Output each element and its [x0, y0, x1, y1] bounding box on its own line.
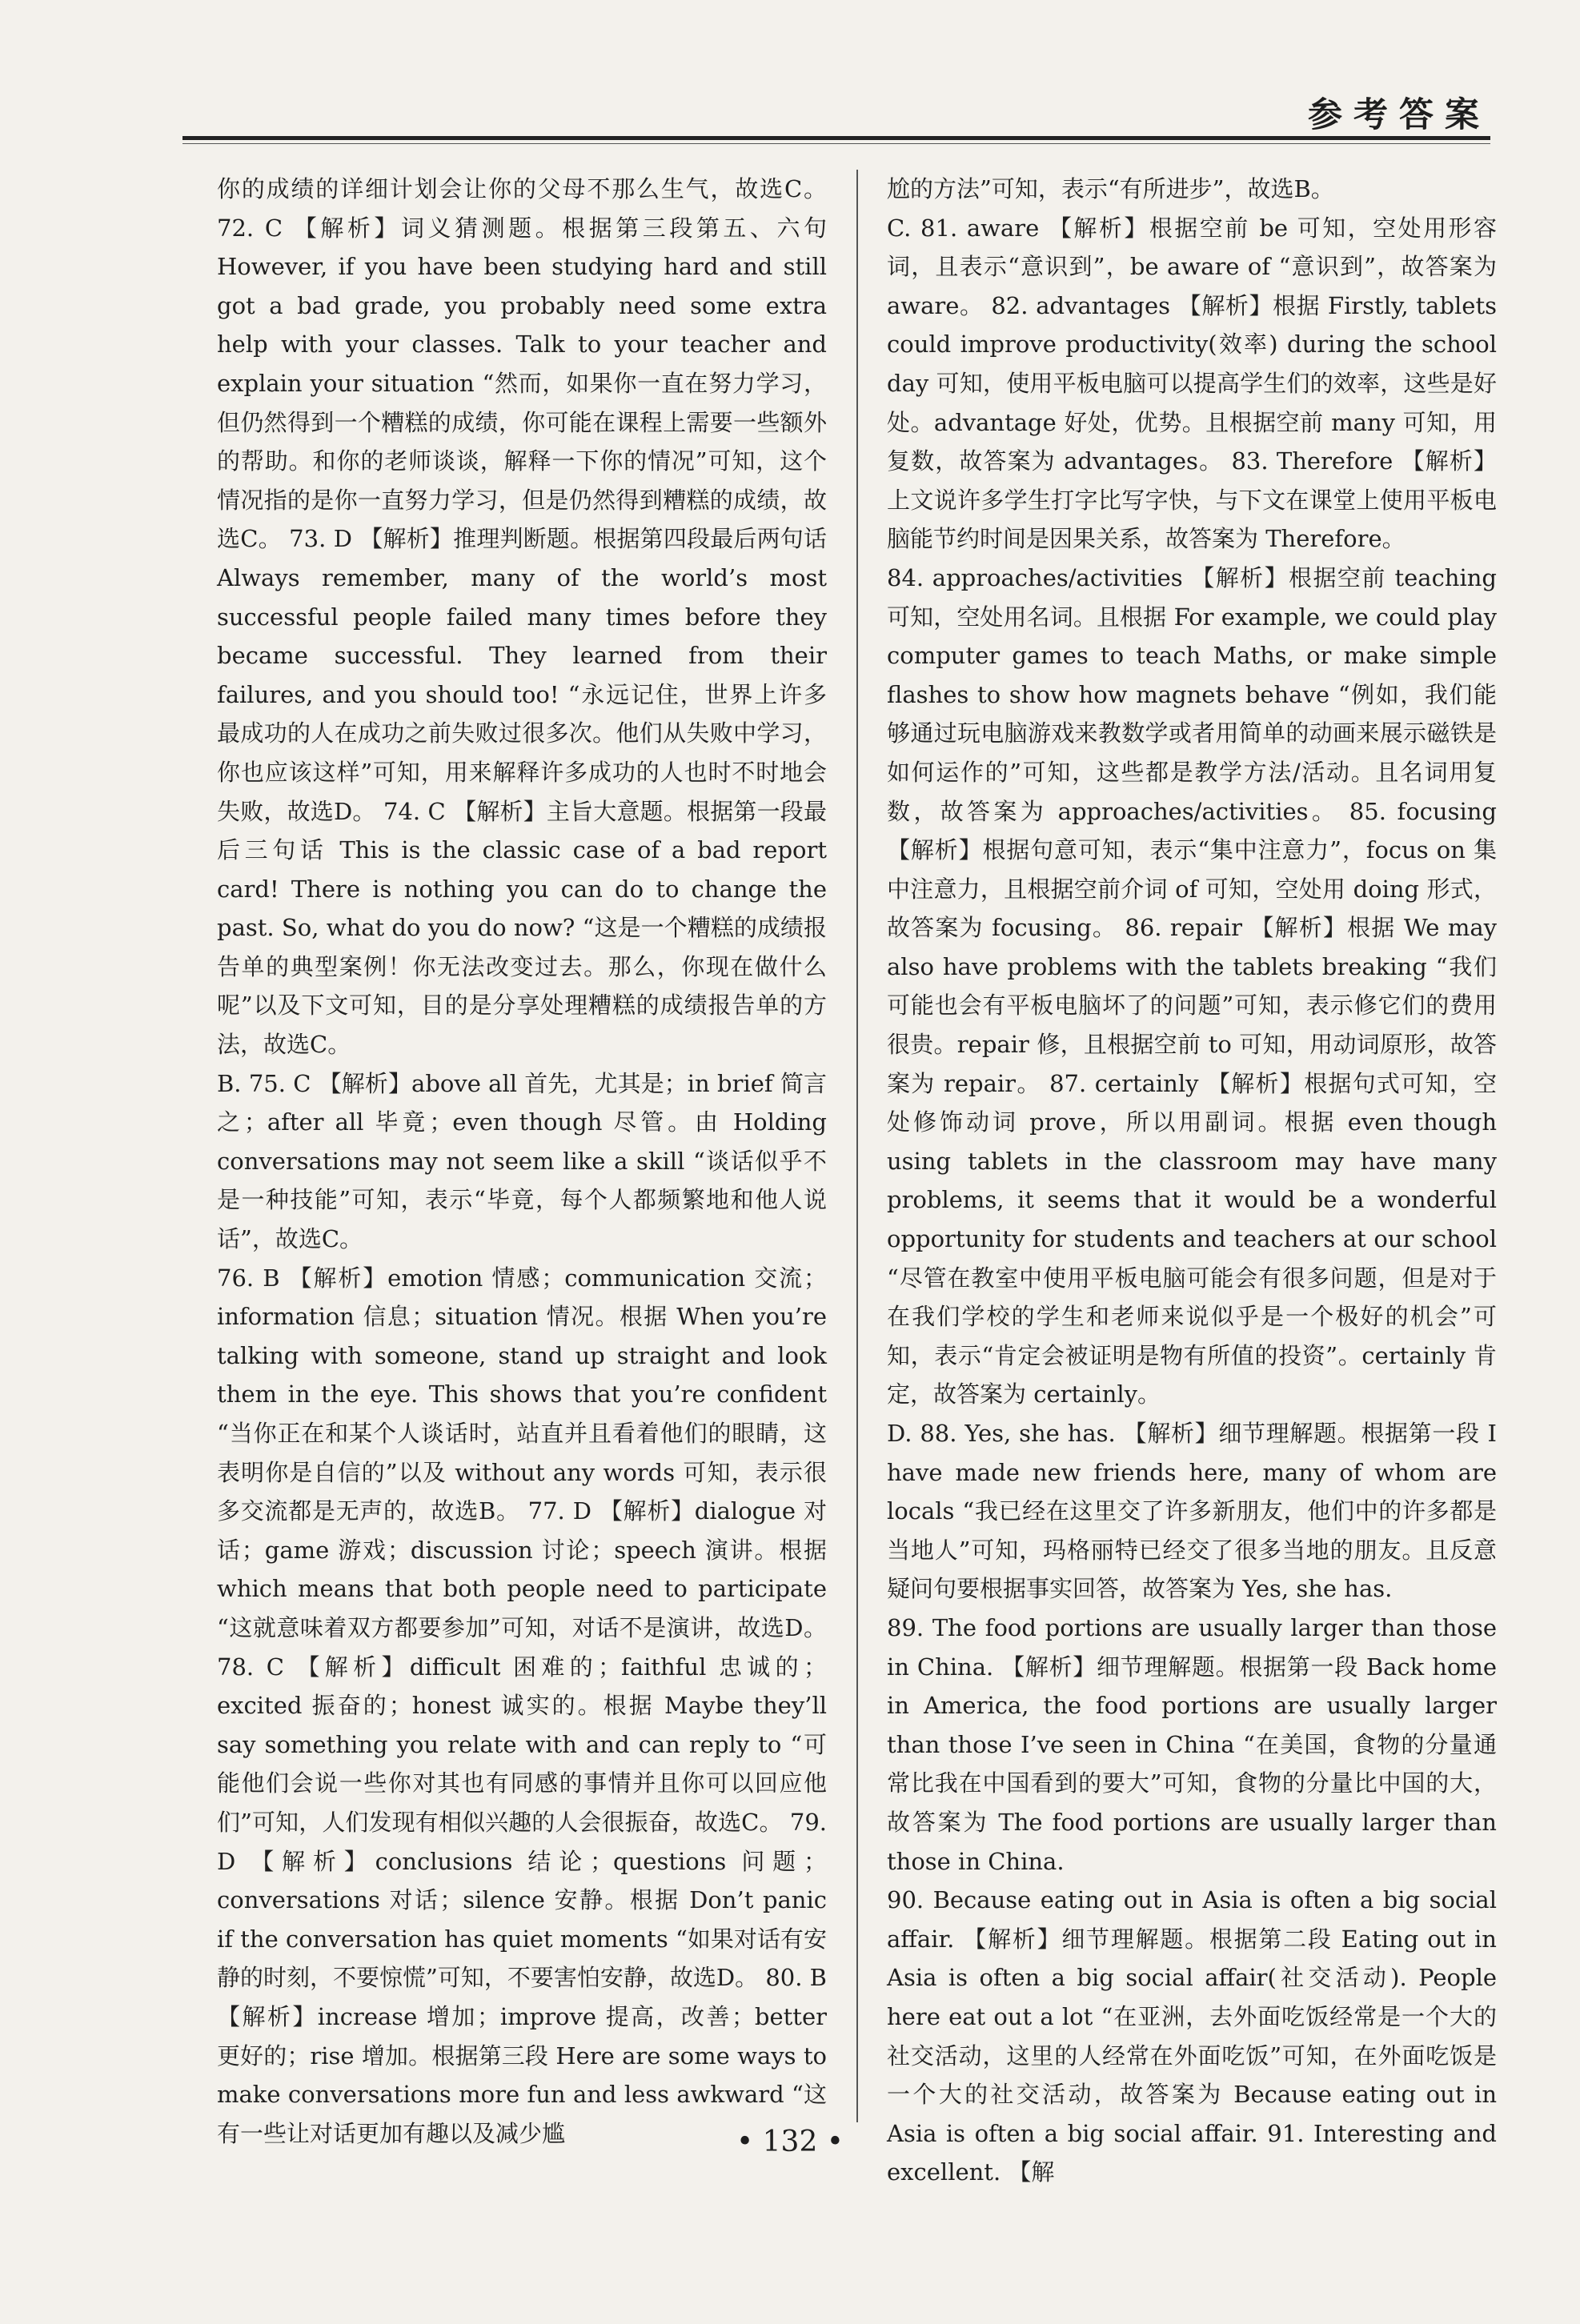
column-divider — [856, 170, 858, 2122]
paragraph: D. 88. Yes, she has. 【解析】细节理解题。根据第一段 I have made new friends here, many of whom are locals “我已经在这里交了许多新朋友，他们中的许多都是当地人”可知，玛格丽特已经交了很多当地的朋友。且反意疑问句要根据事实回答，故答案为 Yes, she has. — [887, 1420, 1497, 1603]
paragraph: B. 75. C 【解析】above all 首先，尤其是；in brief 简言之；after all 毕竟；even though 尽管。由 Holding conversations may not seem like a skill “谈话似乎不是一种技能”可知，表示“毕竟，每个人都频繁地和他人说话”，故选C。 — [217, 1069, 827, 1253]
header-title: 参考答案 — [1308, 95, 1490, 135]
paragraph: 尬的方法”可知，表示“有所进步”，故选B。 — [887, 175, 1334, 202]
page-number: • 132 • — [736, 2126, 844, 2158]
header-rule-thin — [182, 143, 1490, 144]
header-rule — [182, 136, 1490, 140]
right-column — [887, 170, 1497, 2192]
paragraph: 84. approaches/activities 【解析】根据空前 teaching 可知，空处用名词。且根据 For example, we could play computer games to teach Maths, or make simple flashes to show how magnets behave “例如，我们能够通过玩电脑游戏来教数学或者用简单的动画来展示磁铁是如何运作的”可知，这些都是教学方法/活动。且名词用复数，故答案为 approaches/activities。 85. focusing 【解析】根据句意可知，表示“集中注意力”，focus on 集中注意力，且根据空前介词 of 可知，空处用 doing 形式，故答案为 focusing。 86. repair 【解析】根据 We may also have problems with the tablets breaking “我们可能也会有平板电脑坏了的问题”可知，表示修它们的费用很贵。repair 修，且根据空前 to 可知，用动词原形，故答案为 repair。 87. certainly 【解析】根据句式可知，空处修饰动词 prove，所以用副词。根据 even though using tablets in the classroom may have many problems, it seems that it would be a wonderful opportunity for students and teachers at our school “尽管在教室中使用平板电脑可能会有很多问题，但是对于在我们学校的学生和老师来说似乎是一个极好的机会”可知，表示“肯定会被证明是物有所值的投资”。certainly 肯定，故答案为 certainly。 — [887, 563, 1497, 1408]
paragraph: 89. The food portions are usually larger than those in China. 【解析】细节理解题。根据第一段 Back home in America, the food portions are usually larger than those I’ve seen in China “在美国，食物的分量通常比我在中国看到的要大”可知，食物的分量比中国的大，故答案为 The food portions are usually larger than those in China. — [887, 1613, 1497, 1875]
paragraph: 你的成绩的详细计划会让你的父母不那么生气，故选C。 72. C 【解析】词义猜测题。根据第三段第五、六句 However, if you have been studying hard and still got a bad grade, you probably need some extra help with your classes. Talk to your teacher and explain your situation “然而，如果你一直在努力学习，但仍然得到一个糟糕的成绩，你可能在课程上需要一些额外的帮助。和你的老师谈谈，解释一下你的情况”可知，这个情况指的是你一直努力学习，但是仍然得到糟糕的成绩，故选C。 73. D 【解析】推理判断题。根据第四段最后两句话 Always remember, many of the world’s most successful people failed many times before they became successful. They learned from their failures, and you should too! “永远记住，世界上许多最成功的人在成功之前失败过很多次。他们从失败中学习，你也应该这样”可知，用来解释许多成功的人也时不时地会失败，故选D。 74. C 【解析】主旨大意题。根据第一段最后三句话 This is the classic case of a bad report card! There is nothing you can do to change the past. So, what do you do now? “这是一个糟糕的成绩报告单的典型案例！你无法改变过去。那么，你现在做什么呢”以及下文可知，目的是分享处理糟糕的成绩报告单的方法，故选C。 — [217, 175, 827, 1059]
paragraph: C. 81. aware 【解析】根据空前 be 可知，空处用形容词，且表示“意识到”，be aware of “意识到”，故答案为 aware。 82. advantages 【解析】根据 Firstly, tablets could improve productivity(效率) during the school day 可知，使用平板电脑可以提高学生们的效率，这些是好处。advantage 好处，优势。且根据空前 many 可知，用复数，故答案为 advantages。 83. Therefore 【解析】上文说许多学生打字比写字快，与下文在课堂上使用平板电脑能节约时间是因果关系，故答案为 Therefore。 — [887, 214, 1497, 553]
paragraph: 90. Because eating out in Asia is often a big social affair. 【解析】细节理解题。根据第二段 Eating out in Asia is often a big social affair(社交活动). People here eat out a lot “在亚洲，去外面吃饭经常是一个大的社交活动，这里的人经常在外面吃饭”可知，在外面吃饭是一个大的社交活动，故答案为 Because eating out in Asia is often a big social affair. 91. Interesting and excellent. 【解 — [887, 1886, 1497, 2186]
left-column — [217, 170, 827, 2153]
paragraph: 76. B 【解析】emotion 情感；communication 交流；information 信息；situation 情况。根据 When you’re talking with someone, stand up straight and look them in the eye. This shows that you’re confident “当你正在和某个人谈话时，站直并且看着他们的眼睛，这表明你是自信的”以及 without any words 可知，表示很多交流都是无声的，故选B。 77. D 【解析】dialogue 对话；game 游戏；discussion 讨论；speech 演讲。根据 which means that both people need to participate “这就意味着双方都要参加”可知，对话不是演讲，故选D。 78. C 【解析】difficult 困难的；faithful 忠诚的；excited 振奋的；honest 诚实的。根据 Maybe they’ll say something you relate with and can reply to “可能他们会说一些你对其也有同感的事情并且你可以回应他们”可知，人们发现有相似兴趣的人会很振奋，故选C。 79. D 【解析】conclusions 结论；questions 问题；conversations 对话；silence 安静。根据 Don’t panic if the conversation has quiet moments “如果对话有安静的时刻，不要惊慌”可知，不要害怕安静，故选D。 80. B 【解析】increase 增加；improve 提高，改善；better 更好的；rise 增加。根据第三段 Here are some ways to make conversations more fun and less awkward “这有一些让对话更加有趣以及减少尴 — [217, 1264, 827, 2147]
